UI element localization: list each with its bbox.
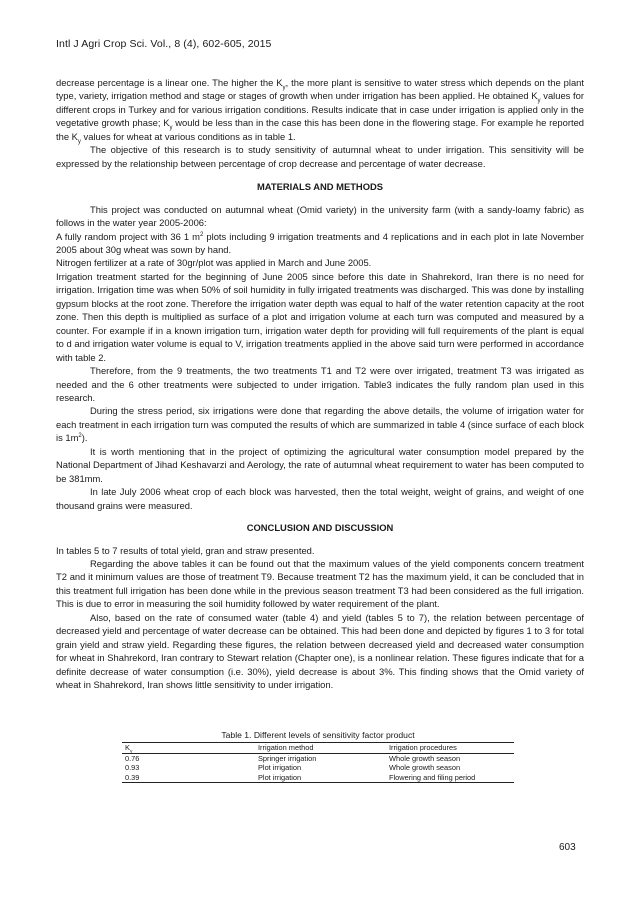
table-cell-procedure: Whole growth season [389, 763, 461, 772]
methods-paragraph-1: This project was conducted on autumnal wheat (Omid variety) in the university farm (with a sandy-loamy fabric) as follows in the water year 2005-2006: [56, 203, 584, 229]
methods-paragraph-8: In late July 2006 wheat crop of each block was harvested, then the total weight, weight of grains, and weight of one thousand grains were measured. [56, 486, 584, 511]
methods-paragraph-4: Irrigation treatment started for the beginning of June 2005 since before this date in Shahrekord, Iran there is no need for irrigation. Irrigation time was when 50% of soil humidity in fully irrigated treatments was discharged. This was done by installing gypsum blocks at the root zone. Therefore the irrigation water depth was equal to half of the water retention capacity at the root zone. Then this depth is multiplied as surface of a plot and irrigation volume at each turn was computed and measured by a counter. For example if in a known irrigation turn, irrigation water depth for providing will full requirements of the plant is equal to d and irrigation water volume is equal to V, irrigation treatments applied in the above said turn were performed in accordance with table 2. [56, 270, 584, 363]
intro-paragraph-2: The objective of this research is to study sensitivity of autumnal wheat to under irrigation. This sensitivity will be expressed by the relationship between percentage of crop decrease and percentage of water decrease. [56, 144, 584, 169]
methods-paragraph-2: A fully random project with 36 1 $m^2$ plots including 9 irrigation treatments and 4 replications and in each plot in late November 2005 about 30g wheat was sown by hand. [56, 230, 584, 255]
methods-paragraph-3: Nitrogen fertilizer at a rate of 30gr/plot was applied in March and June 2005. [56, 257, 372, 269]
methods-paragraph-6: During the stress period, six irrigations were done that regarding the above details, the volume of irrigation water for each treatment in each irrigation turn was computed the results of which are summarized in table 4 (since surface of each block is $1m^2$). [56, 405, 584, 444]
table-cell-method: Springer irrigation [258, 753, 317, 763]
table-cell-ky: 0.39 [122, 773, 255, 783]
table-row [122, 763, 514, 773]
table-1 [122, 730, 514, 783]
materials-methods-heading: MATERIALS AND METHODS [256, 181, 384, 193]
methods-paragraph-7: It is worth mentioning that in the project of optimizing the agricultural water consumption model prepared by the National Department of Jihad Keshavarzi and Aerology, the rate of autumnal wheat requirement to water has been computed to be 381mm. [56, 445, 584, 484]
conclusion-paragraph-2: Regarding the above tables it can be found out that the maximum values of the yield components concern treatment T2 and it minimum values are those of treatment T9. Because treatment T2 has the maximum yield, it can be concluded that in this treatment full irrigation has been done while in the previous season treatment T3 had been considered as the full irrigation. This is due to error in measuring the soil humidity followed by water requirement of the plant. [56, 557, 584, 610]
conclusion-paragraph-3: Also, based on the rate of consumed water (table 4) and yield (tables 5 to 7), the relation between percentage of decreased yield and percentage of water decrease can be obtained. This had been done and depicted by figures 1 to 3 for total grain yield and straw yield. Regarding these figures, the relation between decreased yield and decreased water consumption for wheat in Shahrekord, Iran contrary to Stewart relation (Chapter one), is a nonlinear relation. These figures indicate that for a definite decrease of water consumption (i.e. 30%), yield decrease is about 3%. This finding shows that the Omid variety of wheat in Shahrekord, Iran shows little sensitivity to under irrigation. [56, 611, 584, 691]
page-number: 603 [559, 842, 576, 853]
table-row [122, 773, 514, 783]
table-cell-method: Plot irrigation [255, 773, 386, 783]
table-cell-ky: 0.76 [125, 753, 140, 763]
column-header-ky: $K_y$ [122, 743, 255, 754]
column-header-irrigation-procedures: Irrigation procedures [386, 743, 514, 754]
table-cell-procedure: Flowering and filing period [386, 773, 514, 783]
table-cell-procedure: Whole growth season [389, 753, 461, 763]
sensitivity-factor-table [122, 742, 514, 783]
table-header-row [122, 743, 514, 754]
journal-header: Intl J Agri Crop Sci. Vol., 8 (4), 602-605, 2015 [56, 38, 272, 50]
table-cell-ky: 0.93 [125, 763, 140, 772]
table-1-caption: Table 1. Different levels of sensitivity factor product [221, 730, 415, 740]
intro-paragraph-1: decrease percentage is a linear one. The higher the $K_y$, the more plant is sensitive to water stress which depends on the plant type, variety, irrigation method and stage or stages of growth when under irrigation has been applied. He obtained $K_y$ values for different crops in Turkey and for various irrigation conditions. Results indicate that in case under irrigation is applied only in the vegetative growth phase; $K_y$ would be less than in the case this has been done in the flowering stage. For example he reported the $K_y$ values for wheat at various conditions as in table 1. [56, 77, 585, 145]
methods-paragraph-5: Therefore, from the 9 treatments, the two treatments T1 and T2 were over irrigated, treatment T3 was irrigated as needed and the 6 other treatments were subjected to under irrigation. Table3 indicates the fully random plan used in this research. [56, 365, 584, 403]
column-header-irrigation-method: Irrigation method [255, 743, 386, 754]
table-row [122, 753, 514, 763]
conclusion-heading: CONCLUSION AND DISCUSSION [246, 522, 394, 534]
table-cell-method: Plot irrigation [258, 763, 302, 772]
conclusion-paragraph-1: In tables 5 to 7 results of total yield, gran and straw presented. [56, 544, 315, 556]
article-body [56, 76, 584, 691]
